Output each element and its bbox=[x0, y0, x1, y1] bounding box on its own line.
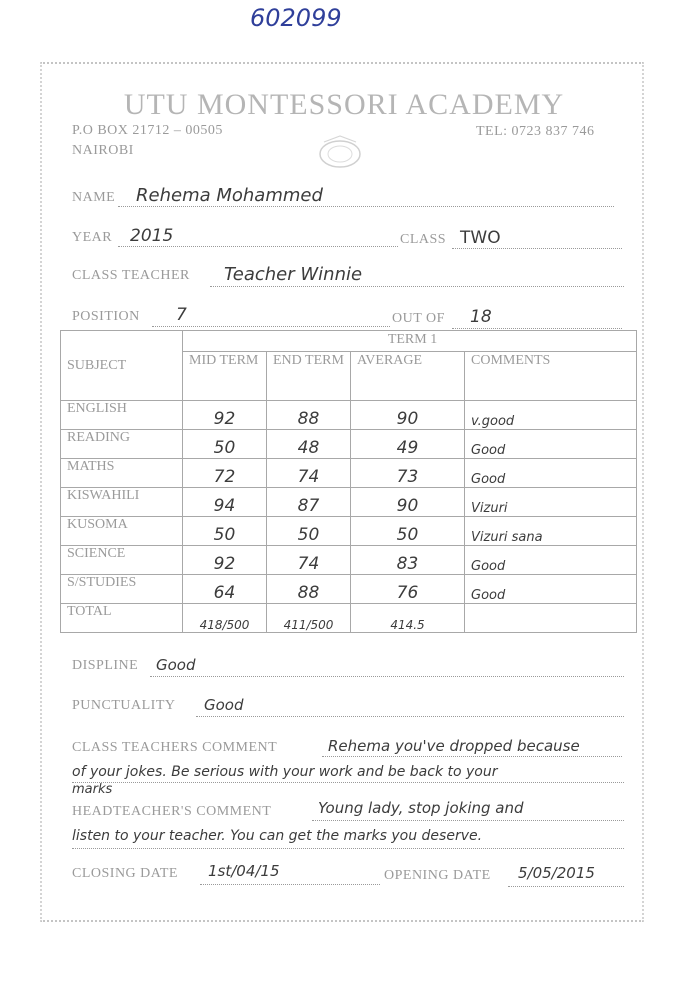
discipline-line bbox=[150, 676, 624, 677]
punctuality-value: Good bbox=[204, 696, 244, 714]
table-row bbox=[61, 459, 637, 488]
comment-line bbox=[72, 848, 624, 849]
head-teacher-comment-line-1: Young lady, stop joking and bbox=[318, 799, 524, 817]
class-teacher-comment-line-3: marks bbox=[72, 782, 113, 797]
mid-term-cell: 92 bbox=[183, 546, 267, 575]
total-label: TOTAL bbox=[61, 604, 183, 633]
subject-cell: ENGLISH bbox=[61, 401, 183, 430]
position-label: POSITION bbox=[72, 309, 140, 324]
mid-term-cell: 50 bbox=[183, 430, 267, 459]
total-end-term: 411/500 bbox=[267, 604, 351, 633]
table-row bbox=[61, 546, 637, 575]
end-term-cell: 48 bbox=[267, 430, 351, 459]
discipline-value: Good bbox=[156, 656, 196, 674]
average-cell: 83 bbox=[351, 546, 465, 575]
year-value: 2015 bbox=[130, 226, 174, 246]
closing-date-line bbox=[200, 884, 380, 885]
class-value: TWO bbox=[460, 228, 501, 248]
discipline-label: DISPLINE bbox=[72, 658, 139, 673]
punctuality-line bbox=[196, 716, 624, 717]
subject-header: SUBJECT bbox=[61, 331, 183, 401]
position-line bbox=[152, 326, 390, 327]
closing-date-label: CLOSING DATE bbox=[72, 866, 178, 881]
mid-term-cell: 92 bbox=[183, 401, 267, 430]
mid-term-cell: 94 bbox=[183, 488, 267, 517]
average-cell: 76 bbox=[351, 575, 465, 604]
head-teacher-comment-line-2: listen to your teacher. You can get the marks you deserve. bbox=[72, 828, 483, 844]
table-row bbox=[61, 575, 637, 604]
class-teacher-line bbox=[210, 286, 624, 287]
punctuality-label: PUNCTUALITY bbox=[72, 698, 176, 713]
document-number: 602099 bbox=[250, 4, 342, 32]
comment-cell: Good bbox=[465, 430, 637, 459]
comment-cell: Good bbox=[465, 575, 637, 604]
class-line bbox=[452, 248, 622, 249]
name-label: NAME bbox=[72, 190, 116, 205]
end-term-cell: 50 bbox=[267, 517, 351, 546]
class-teacher-comment-line-2: of your jokes. Be serious with your work and be back to your bbox=[72, 764, 498, 780]
marks-table bbox=[60, 330, 637, 633]
class-teacher-comment-line-1: Rehema you've dropped because bbox=[328, 737, 580, 755]
mid-term-cell: 50 bbox=[183, 517, 267, 546]
school-town: NAIROBI bbox=[72, 143, 134, 158]
total-mid-term: 418/500 bbox=[183, 604, 267, 633]
average-cell: 90 bbox=[351, 488, 465, 517]
school-crest-logo bbox=[310, 134, 370, 170]
comment-cell: v.good bbox=[465, 401, 637, 430]
subject-cell: KUSOMA bbox=[61, 517, 183, 546]
subject-cell: SCIENCE bbox=[61, 546, 183, 575]
table-row bbox=[61, 401, 637, 430]
out-of-label: OUT OF bbox=[392, 311, 445, 326]
end-term-cell: 74 bbox=[267, 546, 351, 575]
comment-line bbox=[72, 782, 624, 783]
total-comment bbox=[465, 604, 637, 633]
opening-date-line bbox=[508, 886, 624, 887]
school-name: UTU MONTESSORI ACADEMY bbox=[123, 88, 565, 121]
school-tel: TEL: 0723 837 746 bbox=[476, 124, 595, 139]
position-value: 7 bbox=[176, 305, 187, 325]
class-teacher-comment-label: CLASS TEACHERS COMMENT bbox=[72, 740, 278, 755]
class-teacher-value: Teacher Winnie bbox=[224, 264, 363, 285]
total-average: 414.5 bbox=[351, 604, 465, 633]
subject-cell: S/STUDIES bbox=[61, 575, 183, 604]
table-row bbox=[61, 488, 637, 517]
comment-cell: Good bbox=[465, 459, 637, 488]
comment-cell: Vizuri sana bbox=[465, 517, 637, 546]
end-term-cell: 88 bbox=[267, 575, 351, 604]
closing-date-value: 1st/04/15 bbox=[208, 862, 280, 880]
year-label: YEAR bbox=[72, 230, 113, 245]
out-of-line bbox=[452, 328, 622, 329]
end-term-cell: 87 bbox=[267, 488, 351, 517]
head-teacher-comment-label: HEADTEACHER'S COMMENT bbox=[72, 804, 272, 819]
class-label: CLASS bbox=[400, 232, 447, 247]
table-row bbox=[61, 517, 637, 546]
average-cell: 49 bbox=[351, 430, 465, 459]
term-header: TERM 1 bbox=[183, 331, 637, 352]
average-header: AVERAGE bbox=[351, 352, 465, 401]
out-of-value: 18 bbox=[470, 307, 492, 327]
end-term-cell: 88 bbox=[267, 401, 351, 430]
comments-header: COMMENTS bbox=[465, 352, 637, 401]
name-line bbox=[118, 206, 614, 207]
mid-term-cell: 72 bbox=[183, 459, 267, 488]
class-teacher-label: CLASS TEACHER bbox=[72, 268, 190, 283]
opening-date-label: OPENING DATE bbox=[384, 868, 491, 883]
average-cell: 50 bbox=[351, 517, 465, 546]
table-row bbox=[61, 430, 637, 459]
mid-term-cell: 64 bbox=[183, 575, 267, 604]
opening-date-value: 5/05/2015 bbox=[518, 864, 595, 882]
student-name: Rehema Mohammed bbox=[136, 185, 323, 206]
mid-term-header: MID TERM bbox=[183, 352, 267, 401]
average-cell: 90 bbox=[351, 401, 465, 430]
year-line bbox=[118, 246, 398, 247]
end-term-header: END TERM bbox=[267, 352, 351, 401]
comment-line bbox=[322, 756, 622, 757]
total-row bbox=[61, 604, 637, 633]
comment-cell: Vizuri bbox=[465, 488, 637, 517]
comment-line bbox=[312, 820, 624, 821]
end-term-cell: 74 bbox=[267, 459, 351, 488]
average-cell: 73 bbox=[351, 459, 465, 488]
school-po-box: P.O BOX 21712 – 00505 bbox=[72, 123, 223, 138]
subject-cell: READING bbox=[61, 430, 183, 459]
subject-cell: KISWAHILI bbox=[61, 488, 183, 517]
subject-cell: MATHS bbox=[61, 459, 183, 488]
comment-cell: Good bbox=[465, 546, 637, 575]
